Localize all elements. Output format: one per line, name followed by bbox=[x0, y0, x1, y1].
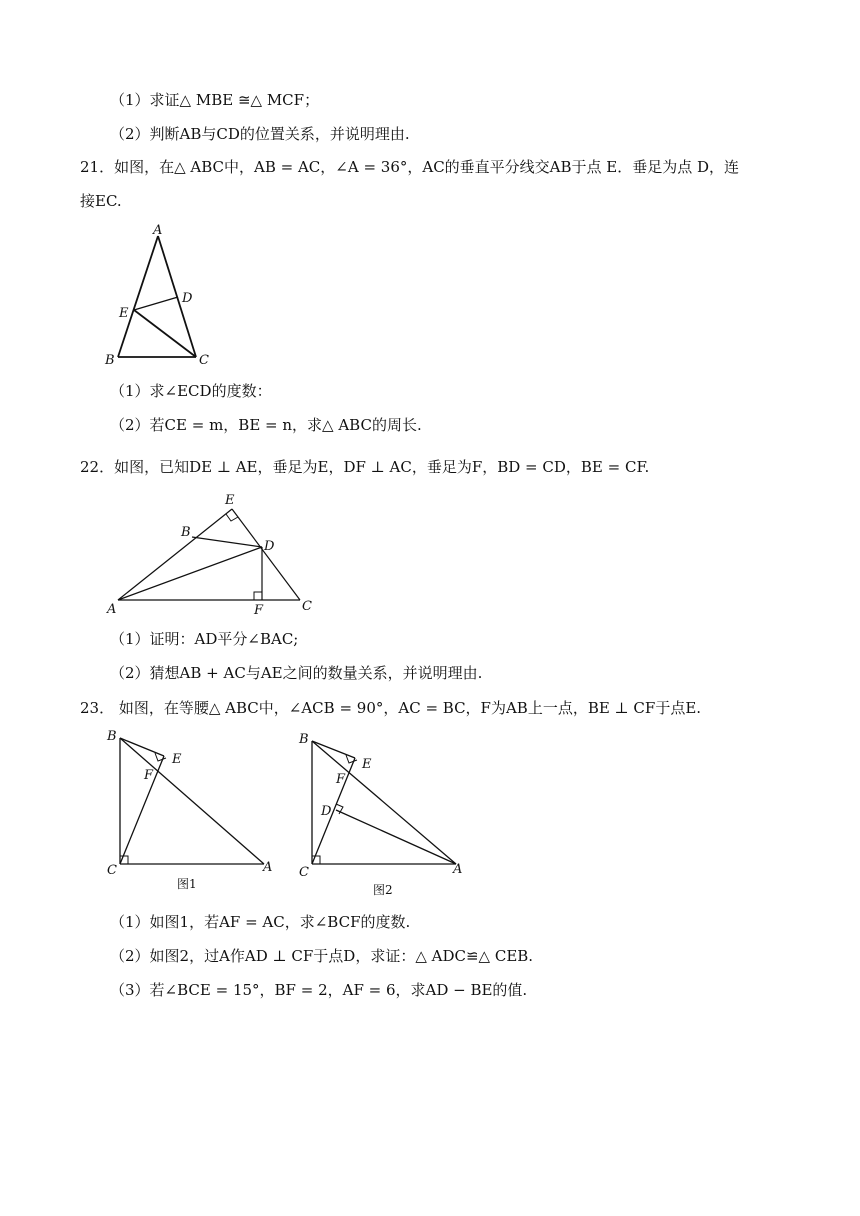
q22-part2: （2）猜想AB + AC与AE之间的数量关系，并说明理由. bbox=[110, 664, 483, 682]
q23-fig2-label-F: F bbox=[336, 772, 346, 787]
q23-part2: （2）如图2，过A作AD ⊥ CF于点D，求证：△ ADC≌△ CEB. bbox=[110, 947, 534, 965]
q22-label-B: B bbox=[181, 525, 191, 540]
q22-label-D: D bbox=[264, 539, 275, 554]
q23-figure-1 bbox=[100, 725, 290, 900]
q23-fig1-label-F: F bbox=[144, 768, 154, 783]
q23-fig1-label-E: E bbox=[172, 752, 182, 767]
q21-part2: （2）若CE = m，BE = n，求△ ABC的周长. bbox=[110, 416, 422, 434]
q23-figure-2 bbox=[292, 728, 482, 903]
q21-stem-line1: 21．如图，在△ ABC中，AB = AC，∠A = 36°，AC的垂直平分线交AB于点 E．垂足为点 D，连 bbox=[80, 158, 740, 176]
q22-part1: （1）证明：AD平分∠BAC; bbox=[110, 630, 299, 648]
q21-part1: （1）求∠ECD的度数： bbox=[110, 382, 272, 400]
q21-stem-line2: 接EC. bbox=[80, 192, 122, 210]
q21-label-D: D bbox=[182, 291, 193, 306]
q21-figure bbox=[100, 222, 230, 372]
q22-label-A: A bbox=[107, 602, 117, 617]
q23-fig2-label-D: D bbox=[321, 804, 332, 819]
q22-label-E: E bbox=[225, 493, 235, 508]
q23-fig1-label-C: C bbox=[107, 863, 117, 878]
q23-part1: （1）如图1，若AF = AC，求∠BCF的度数. bbox=[110, 913, 411, 931]
q23-stem: 23． 如图，在等腰△ ABC中，∠ACB = 90°，AC = BC，F为AB上一点，BE ⊥ CF于点E. bbox=[80, 699, 702, 717]
q22-label-C: C bbox=[302, 599, 312, 614]
q23-fig2-caption: 图2 bbox=[373, 883, 393, 897]
q21-label-E: E bbox=[119, 306, 129, 321]
q20-part1: （1）求证△ MBE ≅△ MCF； bbox=[110, 91, 320, 109]
q23-fig2-label-B: B bbox=[299, 732, 309, 747]
q23-fig1-label-B: B bbox=[107, 729, 117, 744]
q22-label-F: F bbox=[254, 603, 264, 618]
q22-stem: 22．如图，已知DE ⊥ AE，垂足为E，DF ⊥ AC，垂足为F，BD = CD，BE = CF. bbox=[80, 458, 650, 476]
q23-fig1-label-A: A bbox=[263, 860, 273, 875]
q23-fig2-label-A: A bbox=[453, 862, 463, 877]
q21-label-B: B bbox=[105, 353, 115, 368]
q23-fig2-label-E: E bbox=[362, 757, 372, 772]
q23-part3: （3）若∠BCE = 15°，BF = 2，AF = 6，求AD − BE的值. bbox=[110, 981, 528, 999]
q23-fig2-label-C: C bbox=[299, 865, 309, 880]
q21-label-C: C bbox=[199, 353, 209, 368]
q21-label-A: A bbox=[153, 223, 163, 238]
q22-figure bbox=[100, 490, 340, 620]
q23-fig1-caption: 图1 bbox=[177, 877, 197, 891]
q20-part2: （2）判断AB与CD的位置关系，并说明理由. bbox=[110, 125, 410, 143]
